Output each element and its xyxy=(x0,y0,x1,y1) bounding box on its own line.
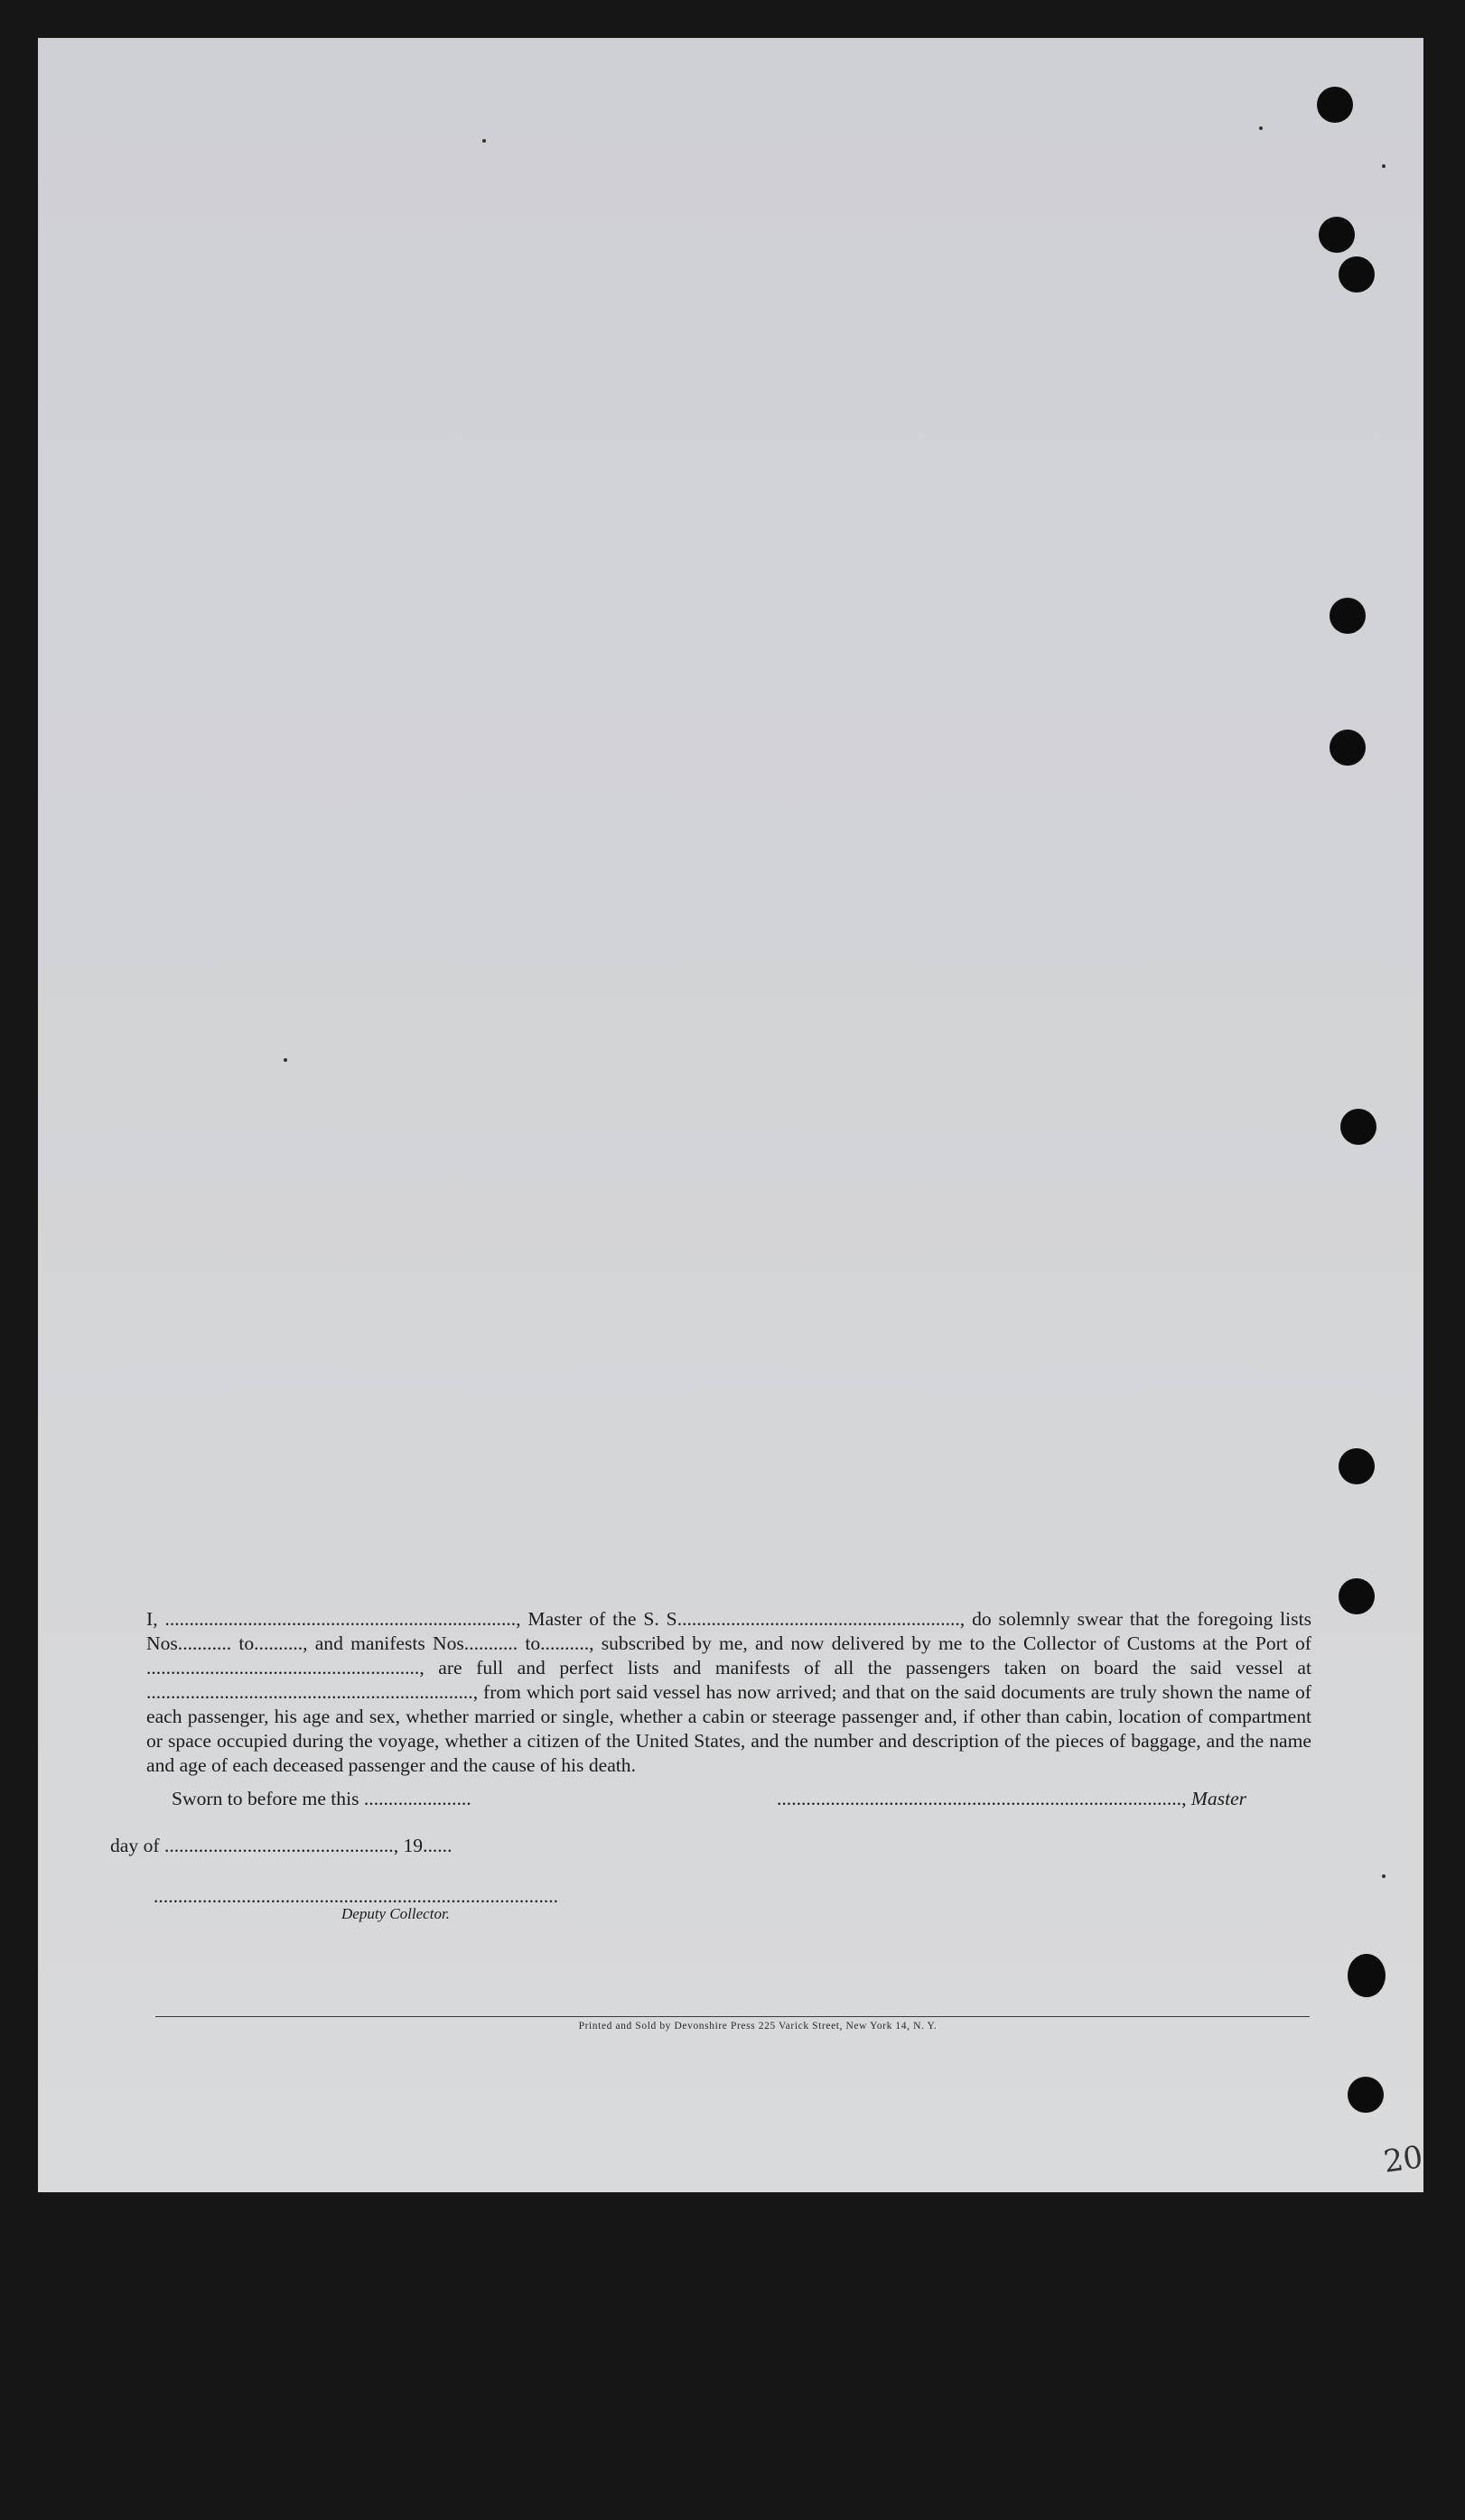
speck xyxy=(1382,164,1386,168)
punch-hole xyxy=(1319,217,1355,253)
punch-hole xyxy=(1317,87,1353,123)
sworn-row xyxy=(172,1788,471,1810)
deputy-label: Deputy Collector. xyxy=(341,1905,450,1922)
punch-hole xyxy=(1339,256,1375,293)
printer-imprint: Printed and Sold by Devonshire Press 225 Varick Street, New York 14, N. Y. xyxy=(578,2021,938,2032)
speck xyxy=(1382,1874,1386,1878)
master-signature-row xyxy=(777,1788,1246,1810)
punch-hole xyxy=(1330,598,1366,634)
punch-hole xyxy=(1340,1109,1376,1145)
punch-hole xyxy=(1339,1448,1375,1484)
punch-hole xyxy=(1330,730,1366,766)
paper-sheet xyxy=(38,38,1423,2192)
speck xyxy=(482,139,486,143)
handwritten-mark: 20 xyxy=(1381,2139,1425,2181)
punch-hole xyxy=(1348,1954,1386,1997)
punch-hole xyxy=(1348,2077,1384,2113)
footer-rule xyxy=(155,2016,1310,2017)
speck xyxy=(1259,126,1263,130)
oath-text: I, ........................................................................, Master of the S. S.........................................................., do solemnly swear that the foregoing lists Nos........... to.........., and manifests Nos........... to.........., subscribed by me, and now delivered by me to the Collector of Customs at the Port of ........................................................, are full and perfect lists and manifests of all the passengers taken on board the said vessel at ..................................................................., from which port said vessel has now arrived; and that on the said documents are truly shown the name of each passenger, his age and sex, whether married or single, whether a cabin or steerage passenger and, if other than cabin, location of compartment or space occupied during the voyage, whether a citizen of the United States, and the number and description of the pieces of baggage, and the name and age of each deceased passenger and the cause of his death. xyxy=(146,1608,1311,1776)
day-row xyxy=(110,1835,452,1857)
speck xyxy=(284,1058,287,1062)
master-signature-line: ..................................................................................., xyxy=(777,1788,1191,1809)
day-text: day of ..............................................., 19...... xyxy=(110,1835,453,1856)
deputy-collector-label xyxy=(341,1905,450,1923)
deputy-line: ................................................................................... xyxy=(154,1885,559,1907)
oath-paragraph xyxy=(146,1607,1311,1778)
master-label: Master xyxy=(1190,1788,1247,1809)
punch-hole xyxy=(1339,1578,1375,1614)
sworn-text: Sworn to before me this ...................... xyxy=(172,1788,471,1809)
